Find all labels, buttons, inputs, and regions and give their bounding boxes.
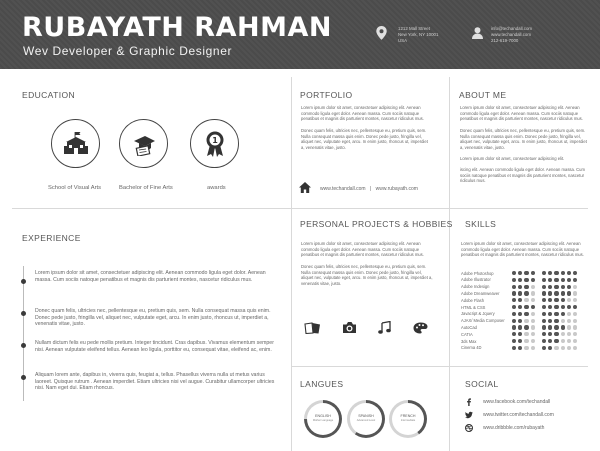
skill-rating-dot [512,339,516,343]
skill-rating-dot [573,271,577,275]
svg-text:1: 1 [211,135,218,145]
skill-rating-dot [518,312,522,316]
skill-rating-dot [567,346,571,350]
about-paragraph: Lorem ipsum dolor sit amet, consectetuer adipiscing elit. [460,156,565,161]
language-name: FRENCH [400,414,416,418]
facebook-link[interactable]: www.facebook.com/techandall [483,399,551,405]
about-paragraph: iscing elit. Aenean commodo ligula eget dolor. Aenean massa. Cum sociis natoque penatibus et magnis dis parturient montes, nascetur ridiculus mus. [460,167,586,184]
language-ring [389,400,427,438]
skill-rating-dot [531,285,535,289]
skill-rating-dot [548,298,552,302]
skill-name: CATIA [461,331,473,337]
skill-rating-dot [573,305,577,309]
skill-rating-dot [531,271,535,275]
skill-name: Adobe Dreamweaver [461,290,500,296]
music-note-icon [378,321,391,334]
skill-name: AJAX/ Media Composer [461,318,505,324]
skill-rating-dot [524,278,528,282]
portfolio-paragraph: Lorem ipsum dolor sit amet, consectetuer adipiscing elit. Aenean commodo ligula eget dolor. Aenean massa. Cum sociis natoque penatibus et magnis dis parturient montes, nascetur ridiculus mus. [301,105,424,122]
skill-name: Cinema 4D [461,345,482,351]
skill-rating-dot [542,278,546,282]
skill-rating-dot [531,346,535,350]
dribbble-icon[interactable] [465,424,473,432]
skill-name: Adobe Flash [461,297,484,303]
location-pin-icon [376,26,387,40]
portfolio-paragraph: Donec quam felis, ultricies nec, pellentesque eu, pretium quis, sem. Nulla consequat massa quis enim. Donec pede justo, fringilla vel, aliquet nec, vulputate eget, arcu. In enim justo, rhoncus ut, imperdiet a, venenatis vitae, justo. [301,128,428,150]
experience-item: Lorem ipsum dolor sit amet, consectetuer adipiscing elit. Aenean commodo ligula eget dolor. Aenean massa. Cum sociis natoque penatibus et magnis dis parturient montes, nascetur ridiculus mus. [35,270,266,283]
skill-rating-dot [567,319,571,323]
skill-rating-dot [548,339,552,343]
skill-rating-dot [548,305,552,309]
skill-rating-dot [554,285,558,289]
about-title: ABOUT ME [459,90,507,100]
skill-rating-dot [561,319,565,323]
skill-rating-dot [531,312,535,316]
skill-rating-dot [561,291,565,295]
skill-rating-dot [518,332,522,336]
language-ring [347,400,385,438]
home-icon [299,182,311,193]
portfolio-links [320,186,418,192]
palette-icon [413,322,428,334]
skill-rating-dot [561,298,565,302]
skill-rating-dot [573,298,577,302]
projects-paragraph: Donec quam felis, ultricies nec, pellentesque eu, pretium quis, sem. Nulla consequat massa quis enim. Donec pede justo, fringilla vel, aliquet nec, vulputate eget, arcu. In enim justo, rhoncus ut, imperdiet a, venenatis vitae, justo. [301,264,433,286]
skill-rating-dot [554,312,558,316]
skill-rating-dot [531,319,535,323]
skill-rating-dot [548,319,552,323]
skill-rating-dot [554,339,558,343]
divider [291,77,292,451]
skill-rating-dot [561,332,565,336]
skill-rating-dot [567,271,571,275]
address-line: New York, NY 10001 [398,32,439,37]
skill-rating-dot [524,319,528,323]
divider [449,77,450,451]
skill-rating-dot [542,332,546,336]
skill-rating-dot [561,339,565,343]
skill-rating-dot [561,312,565,316]
skills-title: SKILLS [465,219,497,229]
skill-rating-dot [524,298,528,302]
skill-rating-dot [512,271,516,275]
language-level: Advanced Level [356,419,376,422]
skill-rating-dot [542,291,546,295]
timeline-dot [21,279,26,284]
language-ring-center [307,403,339,435]
education-title: EDUCATION [22,90,76,100]
education-label: School of Visual Arts [48,185,102,191]
education-item-bachelor [119,119,168,168]
skill-rating-dot [512,312,516,316]
skill-rating-dot [548,332,552,336]
language-name: ENGLISH [315,414,331,418]
address [398,26,438,44]
skill-rating-dot [561,325,565,329]
skill-rating-dot [573,346,577,350]
skill-name: 3ds Max [461,338,477,344]
skill-rating-dot [524,312,528,316]
skill-name: Javacript & Jquery [461,311,495,317]
website-link[interactable]: www.rubayath.com [375,186,418,192]
skill-rating-dot [512,278,516,282]
skill-rating-dot [531,278,535,282]
about-paragraph: Donec quam felis, ultricies nec, pellentesque eu, pretium quis, sem. Nulla consequat massa quis enim. Donec pede justo, fringilla vel, aliquet nec, vulputate eget, arcu. In enim justo, rhoncus ut, imperdiet a, venenatis vitae, justo. [460,128,587,150]
website-link[interactable]: www.techandall.com [320,186,366,192]
skill-rating-dot [554,332,558,336]
skill-rating-dot [561,305,565,309]
skill-rating-dot [561,271,565,275]
phone: 212-619-7000 [491,38,519,43]
skill-rating-dot [531,325,535,329]
skill-rating-dot [548,312,552,316]
book-icon [304,322,321,334]
skill-rating-dot [542,319,546,323]
skill-rating-dot [548,291,552,295]
skill-rating-dot [524,305,528,309]
skill-rating-dot [524,346,528,350]
skill-rating-dot [554,346,558,350]
education-label: awards [207,185,226,191]
skill-rating-dot [567,339,571,343]
skill-rating-dot [518,325,522,329]
job-title: Wev Developer & Graphic Designer [23,44,233,58]
skill-rating-dot [573,291,577,295]
portfolio-title: PORTFOLIO [300,90,353,100]
skill-rating-dot [554,319,558,323]
skill-rating-dot [548,271,552,275]
skill-rating-dot [573,325,577,329]
address-line: 1212 Mall Street [398,26,430,31]
skill-rating-dot [542,305,546,309]
skill-rating-dot [524,271,528,275]
language-ring [304,400,342,438]
skill-rating-dot [573,339,577,343]
experience-title: EXPERIENCE [22,233,81,243]
skill-rating-dot [567,298,571,302]
website[interactable]: www.techandall.com [491,32,532,37]
experience-item: Nullam dictum felis eu pede mollis pretium. Integer tincidunt. Cras dapibus. Vivamus elementum semper nisi. Aenean vulputate eleifend tellus. Aenean leo ligula, porttitor eu, consequat vitae, eleifend ac, enim. [35,340,274,353]
education-label: Bachelor of Fine Arts [119,185,173,191]
social-title: SOCIAL [465,379,499,389]
skill-rating-dot [524,291,528,295]
education-item-awards [190,119,239,168]
skill-rating-dot [567,312,571,316]
skill-rating-dot [554,278,558,282]
divider [12,208,588,209]
skill-rating-dot [548,325,552,329]
skill-rating-dot [567,325,571,329]
skill-rating-dot [518,339,522,343]
user-icon [472,27,483,39]
skill-name: AutoCad [461,324,477,330]
skills-intro: Lorem ipsum dolor sit amet, consectetuer adipiscing elit. Aenean commodo ligula eget dolor. Aenean massa. Cum sociis natoque penatibus et magnis dis parturient montes, nascetur ridiculus mus. [461,241,584,258]
skill-rating-dot [512,325,516,329]
skill-rating-dot [531,305,535,309]
skill-rating-dot [512,319,516,323]
skill-rating-dot [524,332,528,336]
timeline-dot [21,375,26,380]
timeline-line [23,266,24,401]
skill-rating-dot [573,332,577,336]
skill-rating-dot [567,291,571,295]
skill-rating-dot [554,291,558,295]
skill-rating-dot [542,346,546,350]
twitter-link[interactable]: www.twitter.com/techandall.com [483,412,554,418]
skill-rating-dot [542,312,546,316]
skill-rating-dot [512,305,516,309]
skill-rating-dot [518,285,522,289]
language-level: Mother Language [312,419,334,422]
skill-rating-dot [531,298,535,302]
header [0,0,600,69]
twitter-icon[interactable] [465,411,473,419]
skill-rating-dot [531,291,535,295]
skill-rating-dot [518,278,522,282]
skill-rating-dot [567,278,571,282]
skill-rating-dot [554,305,558,309]
skill-rating-dot [512,291,516,295]
skill-rating-dot [542,325,546,329]
skill-rating-dot [561,346,565,350]
dribbble-link[interactable]: www.dribbble.com/rubayath [483,425,545,431]
skill-rating-dot [554,298,558,302]
experience-item: Donec quam felis, ultricies nec, pellentesque eu, pretium quis, sem. Nulla consequat massa quis enim. Donec pede justo, fringilla vel, aliquet nec, vulputate eget, arcu. In enim justo, rhoncus ut, imperdiet a, venenatis vitae, justo. [35,308,271,328]
divider [291,366,588,367]
skill-rating-dot [567,285,571,289]
language-ring-center [392,403,424,435]
skill-rating-dot [554,271,558,275]
skill-rating-dot [518,346,522,350]
skill-rating-dot [524,339,528,343]
skill-rating-dot [554,325,558,329]
projects-paragraph: Lorem ipsum dolor sit amet, consectetuer adipiscing elit. Aenean commodo ligula eget dolor. Aenean massa. Cum sociis natoque penatibus et magnis dis parturient montes, nascetur ridiculus mus. [301,241,424,258]
skill-rating-dot [524,325,528,329]
skill-rating-dot [518,271,522,275]
education-item-school [51,119,100,168]
timeline-dot [21,311,26,316]
person-name: RUBAYATH RAHMAN [22,12,332,43]
skill-rating-dot [542,285,546,289]
skill-name: Adobe Indesign [461,284,490,290]
about-paragraph: Lorem ipsum dolor sit amet, consectetuer adipiscing elit. Aenean commodo ligula eget dolor. Aenean massa. Cum sociis natoque penatibus et magnis dis parturient montes, nascetur ridiculus mus. [460,105,583,122]
projects-title: PERSONAL PROJECTS & HOBBIES [300,219,453,229]
camera-icon [342,321,357,334]
skill-rating-dot [548,346,552,350]
languages-title: LANGUES [300,379,344,389]
skill-rating-dot [518,305,522,309]
skill-rating-dot [531,332,535,336]
skill-rating-dot [573,278,577,282]
award-medal-icon [204,131,226,157]
contact-info [491,26,532,44]
skill-rating-dot [531,339,535,343]
skill-rating-dot [548,285,552,289]
skill-rating-dot [524,285,528,289]
facebook-icon[interactable] [465,398,473,406]
skill-rating-dot [567,332,571,336]
skill-rating-dot [512,285,516,289]
skill-rating-dot [518,291,522,295]
skill-rating-dot [512,332,516,336]
skill-name: HTML & CSS [461,304,486,310]
experience-item: Aliquam lorem ante, dapibus in, viverra quis, feugiat a, tellus. Phasellus viverra nulla ut metus varius laoreet. Quisque rutrum . Aenean imperdiet. Etiam ultricies nisi vel augue. Curabitur ullamcorper ultricies nisi. Nam eget dui. Etiam rhoncus. [35,372,275,392]
skill-rating-dot [561,278,565,282]
skill-rating-dot [561,285,565,289]
language-name: SPANISH [358,414,374,418]
skill-rating-dot [548,278,552,282]
school-icon [63,132,89,156]
skill-rating-dot [542,271,546,275]
skill-rating-dot [567,305,571,309]
skill-rating-dot [573,319,577,323]
skill-name: Adobe Photoshop [461,270,494,276]
skill-rating-dot [518,298,522,302]
timeline-dot [21,343,26,348]
skill-rating-dot [573,312,577,316]
skill-rating-dot [542,339,546,343]
address-line: USA [398,38,408,43]
skill-rating-dot [518,319,522,323]
language-level: Intermediate [400,419,416,422]
skill-name: Adobe Illustrator [461,277,491,283]
language-ring-center [350,403,382,435]
email[interactable]: info@techandall.com [491,26,533,31]
skill-rating-dot [573,285,577,289]
certificate-icon [131,132,157,156]
link-separator: | [369,186,372,192]
skill-rating-dot [512,346,516,350]
skill-rating-dot [542,298,546,302]
skill-rating-dot [512,298,516,302]
